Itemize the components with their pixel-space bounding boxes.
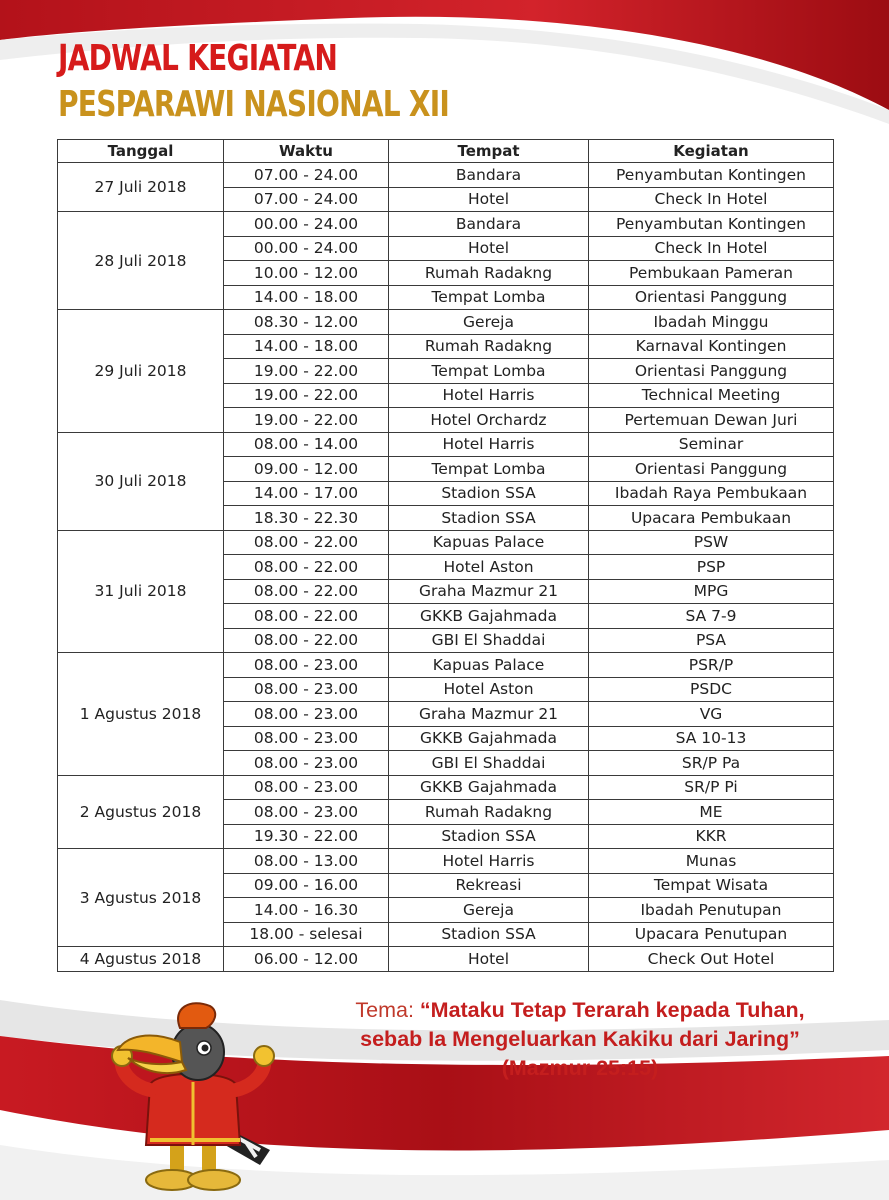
- place-cell: Hotel Harris: [389, 849, 589, 874]
- time-cell: 08.00 - 23.00: [224, 677, 389, 702]
- place-cell: Stadion SSA: [389, 506, 589, 531]
- activity-cell: Check In Hotel: [589, 187, 834, 212]
- activity-cell: Munas: [589, 849, 834, 874]
- time-cell: 06.00 - 12.00: [224, 947, 389, 972]
- table-row: [58, 310, 834, 335]
- time-cell: 10.00 - 12.00: [224, 261, 389, 286]
- date-cell: 27 Juli 2018: [58, 163, 224, 212]
- activity-cell: PSR/P: [589, 653, 834, 678]
- place-cell: Rumah Radakng: [389, 800, 589, 825]
- time-cell: 00.00 - 24.00: [224, 236, 389, 261]
- place-cell: Tempat Lomba: [389, 359, 589, 384]
- activity-cell: PSDC: [589, 677, 834, 702]
- place-cell: Kapuas Palace: [389, 530, 589, 555]
- activity-cell: VG: [589, 702, 834, 727]
- date-cell: 3 Agustus 2018: [58, 849, 224, 947]
- place-cell: GKKB Gajahmada: [389, 775, 589, 800]
- activity-cell: SR/P Pa: [589, 751, 834, 776]
- page-subtitle: PESPARAWI NASIONAL XII: [58, 84, 450, 125]
- date-cell: 2 Agustus 2018: [58, 775, 224, 849]
- time-cell: 08.00 - 23.00: [224, 653, 389, 678]
- date-cell: 1 Agustus 2018: [58, 653, 224, 776]
- activity-cell: SR/P Pi: [589, 775, 834, 800]
- theme-quote: [300, 996, 860, 1083]
- activity-cell: Penyambutan Kontingen: [589, 212, 834, 237]
- activity-cell: Upacara Penutupan: [589, 922, 834, 947]
- activity-cell: Technical Meeting: [589, 383, 834, 408]
- place-cell: Hotel Aston: [389, 677, 589, 702]
- time-cell: 18.00 - selesai: [224, 922, 389, 947]
- place-cell: Kapuas Palace: [389, 653, 589, 678]
- time-cell: 08.00 - 22.00: [224, 579, 389, 604]
- table-row: [58, 530, 834, 555]
- time-cell: 19.00 - 22.00: [224, 408, 389, 433]
- time-cell: 09.00 - 16.00: [224, 873, 389, 898]
- activity-cell: Check In Hotel: [589, 236, 834, 261]
- place-cell: Gereja: [389, 898, 589, 923]
- activity-cell: Seminar: [589, 432, 834, 457]
- table-row: [58, 432, 834, 457]
- place-cell: Stadion SSA: [389, 824, 589, 849]
- time-cell: 08.00 - 23.00: [224, 751, 389, 776]
- place-cell: Hotel: [389, 187, 589, 212]
- place-cell: Hotel Harris: [389, 432, 589, 457]
- activity-cell: Upacara Pembukaan: [589, 506, 834, 531]
- time-cell: 18.30 - 22.30: [224, 506, 389, 531]
- table-row: [58, 163, 834, 188]
- activity-cell: PSP: [589, 555, 834, 580]
- column-header-tanggal: Tanggal: [58, 140, 224, 163]
- activity-cell: Orientasi Panggung: [589, 285, 834, 310]
- time-cell: 00.00 - 24.00: [224, 212, 389, 237]
- date-cell: 29 Juli 2018: [58, 310, 224, 433]
- time-cell: 08.00 - 13.00: [224, 849, 389, 874]
- place-cell: Stadion SSA: [389, 922, 589, 947]
- place-cell: Tempat Lomba: [389, 285, 589, 310]
- table-row: [58, 212, 834, 237]
- place-cell: Graha Mazmur 21: [389, 579, 589, 604]
- time-cell: 08.00 - 23.00: [224, 702, 389, 727]
- activity-cell: Orientasi Panggung: [589, 457, 834, 482]
- place-cell: Hotel Harris: [389, 383, 589, 408]
- date-cell: 31 Juli 2018: [58, 530, 224, 653]
- place-cell: Hotel Orchardz: [389, 408, 589, 433]
- activity-cell: SA 10-13: [589, 726, 834, 751]
- time-cell: 09.00 - 12.00: [224, 457, 389, 482]
- schedule-body: [58, 163, 834, 972]
- activity-cell: KKR: [589, 824, 834, 849]
- activity-cell: Penyambutan Kontingen: [589, 163, 834, 188]
- date-cell: 4 Agustus 2018: [58, 947, 224, 972]
- time-cell: 08.00 - 22.00: [224, 555, 389, 580]
- theme-reference: (Mazmur 25:15): [501, 1056, 659, 1080]
- column-header-tempat: Tempat: [389, 140, 589, 163]
- table-row: [58, 775, 834, 800]
- time-cell: 14.00 - 16.30: [224, 898, 389, 923]
- place-cell: Graha Mazmur 21: [389, 702, 589, 727]
- activity-cell: Ibadah Raya Pembukaan: [589, 481, 834, 506]
- place-cell: Tempat Lomba: [389, 457, 589, 482]
- column-header-waktu: Waktu: [224, 140, 389, 163]
- theme-quote-line-2: sebab Ia Mengeluarkan Kakiku dari Jaring”: [360, 1027, 800, 1051]
- theme-label: Tema:: [355, 998, 420, 1022]
- time-cell: 19.00 - 22.00: [224, 359, 389, 384]
- activity-cell: Pembukaan Pameran: [589, 261, 834, 286]
- time-cell: 08.00 - 22.00: [224, 530, 389, 555]
- time-cell: 14.00 - 18.00: [224, 334, 389, 359]
- time-cell: 08.00 - 23.00: [224, 800, 389, 825]
- theme-quote-line-1: “Mataku Tetap Terarah kepada Tuhan,: [419, 998, 805, 1022]
- time-cell: 07.00 - 24.00: [224, 163, 389, 188]
- column-header-kegiatan: Kegiatan: [589, 140, 834, 163]
- place-cell: Stadion SSA: [389, 481, 589, 506]
- time-cell: 14.00 - 18.00: [224, 285, 389, 310]
- place-cell: GBI El Shaddai: [389, 751, 589, 776]
- place-cell: Hotel Aston: [389, 555, 589, 580]
- time-cell: 08.00 - 22.00: [224, 628, 389, 653]
- table-row: [58, 947, 834, 972]
- place-cell: Gereja: [389, 310, 589, 335]
- theme-line-1: [300, 996, 860, 1025]
- time-cell: 08.00 - 14.00: [224, 432, 389, 457]
- activity-cell: SA 7-9: [589, 604, 834, 629]
- place-cell: GBI El Shaddai: [389, 628, 589, 653]
- activity-cell: Orientasi Panggung: [589, 359, 834, 384]
- schedule-table: [57, 139, 834, 972]
- time-cell: 19.00 - 22.00: [224, 383, 389, 408]
- place-cell: GKKB Gajahmada: [389, 604, 589, 629]
- activity-cell: Ibadah Penutupan: [589, 898, 834, 923]
- place-cell: Rekreasi: [389, 873, 589, 898]
- time-cell: 08.00 - 23.00: [224, 775, 389, 800]
- time-cell: 08.00 - 22.00: [224, 604, 389, 629]
- activity-cell: PSW: [589, 530, 834, 555]
- time-cell: 19.30 - 22.00: [224, 824, 389, 849]
- time-cell: 08.00 - 23.00: [224, 726, 389, 751]
- table-header-row: [58, 140, 834, 163]
- place-cell: GKKB Gajahmada: [389, 726, 589, 751]
- place-cell: Bandara: [389, 163, 589, 188]
- table-row: [58, 653, 834, 678]
- activity-cell: Pertemuan Dewan Juri: [589, 408, 834, 433]
- table-row: [58, 849, 834, 874]
- place-cell: Bandara: [389, 212, 589, 237]
- date-cell: 30 Juli 2018: [58, 432, 224, 530]
- activity-cell: Ibadah Minggu: [589, 310, 834, 335]
- activity-cell: ME: [589, 800, 834, 825]
- hornbill-mascot-illustration: [110, 990, 280, 1195]
- activity-cell: MPG: [589, 579, 834, 604]
- time-cell: 14.00 - 17.00: [224, 481, 389, 506]
- place-cell: Hotel: [389, 236, 589, 261]
- activity-cell: PSA: [589, 628, 834, 653]
- activity-cell: Karnaval Kontingen: [589, 334, 834, 359]
- place-cell: Rumah Radakng: [389, 334, 589, 359]
- page-title: JADWAL KEGIATAN: [58, 38, 338, 79]
- place-cell: Rumah Radakng: [389, 261, 589, 286]
- time-cell: 07.00 - 24.00: [224, 187, 389, 212]
- place-cell: Hotel: [389, 947, 589, 972]
- activity-cell: Check Out Hotel: [589, 947, 834, 972]
- activity-cell: Tempat Wisata: [589, 873, 834, 898]
- date-cell: 28 Juli 2018: [58, 212, 224, 310]
- time-cell: 08.30 - 12.00: [224, 310, 389, 335]
